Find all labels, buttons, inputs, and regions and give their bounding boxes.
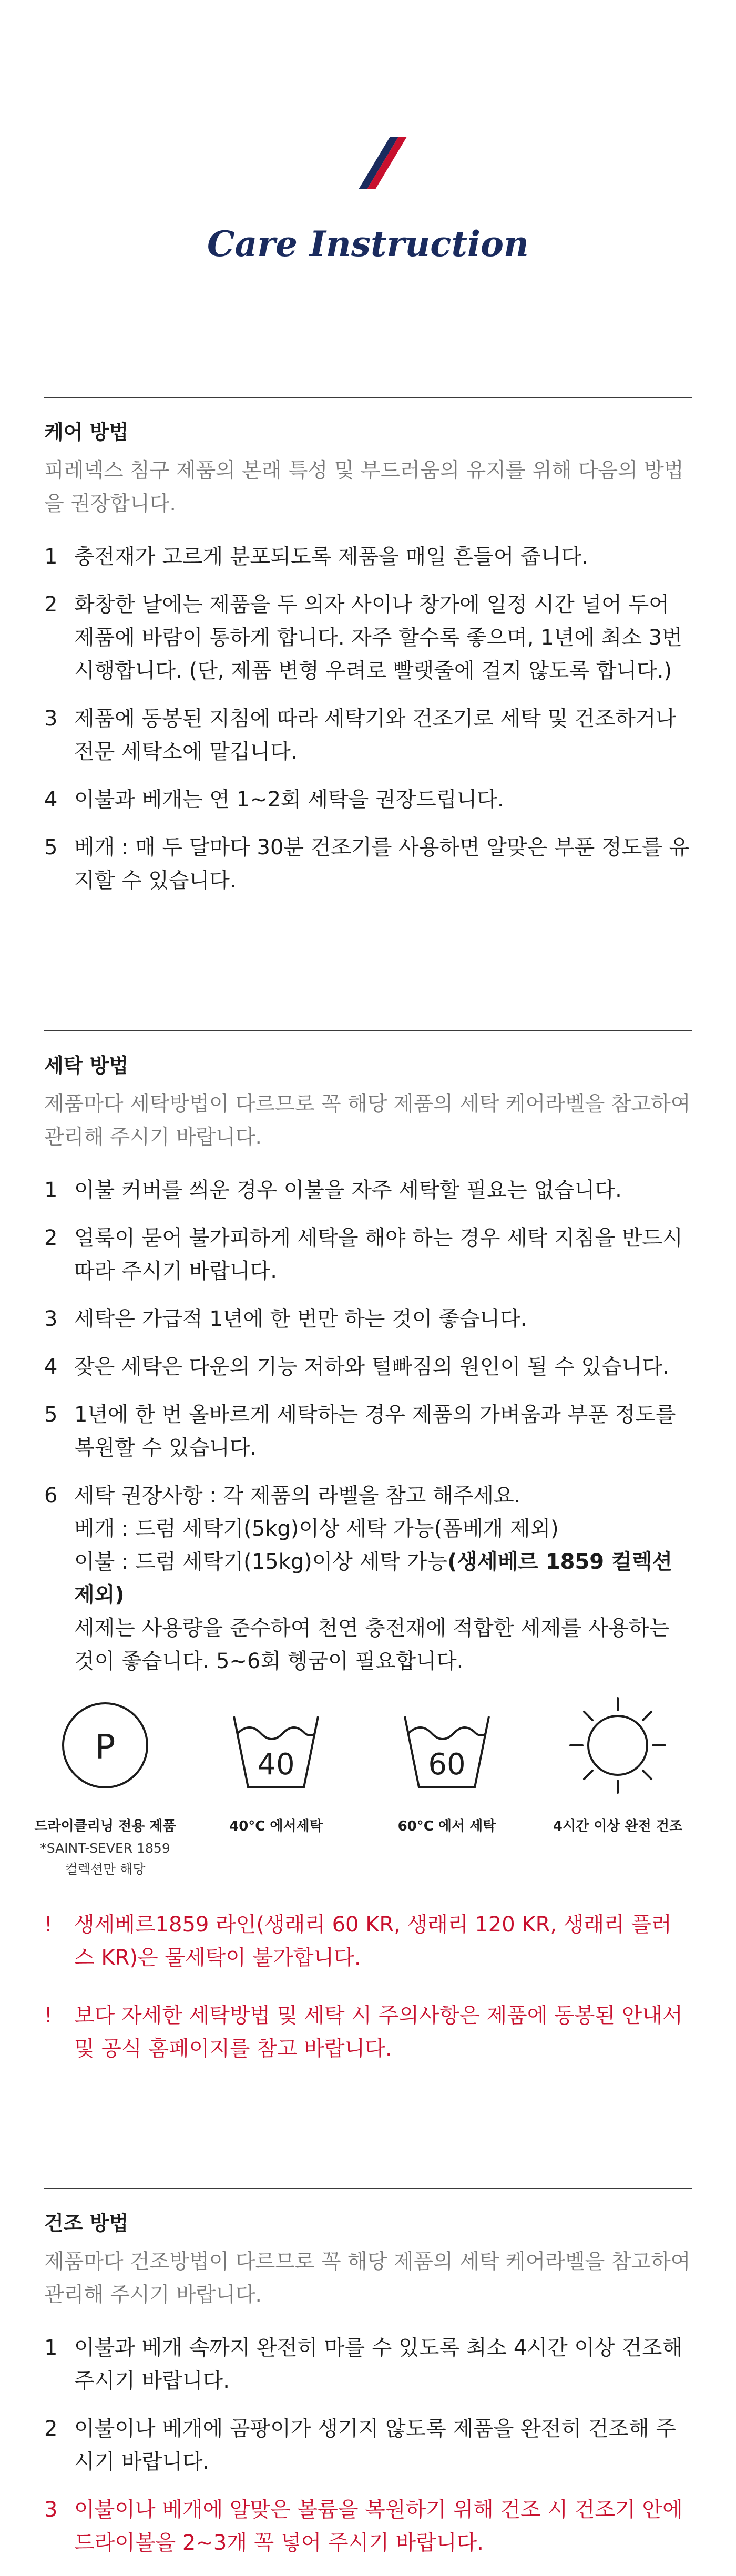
section-divider: [44, 2188, 692, 2189]
list-item: 2 화창한 날에는 제품을 두 의자 사이나 창가에 일정 시간 널어 두어 제품에 바람이 통하게 합니다. 자주 할수록 좋으며, 1년에 최소 3번 시행합니다. (단, 제품 변형 우려로 빨랫줄에 걸지 않도록 합니다.): [44, 592, 682, 683]
wash-40-icon: [226, 1695, 326, 1795]
dry-clean-p-icon: [55, 1695, 155, 1795]
list-item: 4 잦은 세탁은 다운의 기능 저하와 털빠짐의 원인이 될 수 있습니다.: [44, 1355, 669, 1379]
care-symbol: 4시간 이상 완전 건조: [539, 1695, 697, 1835]
list-item: 3 제품에 동봉된 지침에 따라 세탁기와 건조기로 세탁 및 건조하거나 전문 세탁소에 맡깁니다.: [44, 707, 676, 764]
care-symbol: P 드라이클리닝 전용 제품 *SAINT-SEVER 1859 컬렉션만 해당: [26, 1695, 184, 1880]
dry-section: [44, 2188, 692, 2574]
section-title: 세탁 방법: [44, 1054, 129, 1077]
list-item: 5 베개 : 매 두 달마다 30분 건조기를 사용하면 알맞은 부푼 정도를 유지할 수 있습니다.: [44, 835, 690, 893]
brand-stripes-logo: [0, 131, 736, 197]
list-item: 2 이불이나 베개에 곰팡이가 생기지 않도록 제품을 완전히 건조해 주시기 바랍니다.: [44, 2417, 676, 2474]
svg-text:40: 40: [257, 1747, 295, 1782]
care-symbols: [26, 1695, 710, 1916]
sun-dry-icon: [560, 1695, 676, 1795]
svg-text:60: 60: [428, 1747, 466, 1782]
wash-60-icon: [397, 1695, 497, 1795]
wash-list: [44, 1174, 692, 1678]
care-symbol: 60 60°C 에서 세탁: [368, 1695, 526, 1835]
care-section: [44, 397, 692, 912]
page-title: Care Instruction: [207, 223, 529, 264]
section-title: 건조 방법: [44, 2212, 129, 2235]
section-intro: 제품마다 세탁방법이 다르므로 꼭 해당 제품의 세탁 케어라벨을 참고하여 관리해 주시기 바랍니다.: [44, 1092, 691, 1149]
wash-section: [44, 1030, 692, 1693]
list-item: 6 세탁 권장사항 : 각 제품의 라벨을 참고 해주세요. 베개 : 드럼 세탁기(5kg)이상 세탁 가능(폼베개 제외) 이불 : 드럼 세탁기(15kg)이상 세탁 가능(생세베르 1859 컬렉션 제외) 세제는 사용량을 준수하여 천연 충전재에 적합한 세제를 사용하는 것이 좋습니다. 5~6회 헹굼이 필요합니다.: [44, 1484, 672, 1673]
section-intro: 제품마다 건조방법이 다르므로 꼭 해당 제품의 세탁 케어라벨을 참고하여 관리해 주시기 바랍니다.: [44, 2250, 691, 2307]
warning-note: ! 생세베르1859 라인(생래리 60 KR, 생래리 120 KR, 생래리 플러스 KR)은 물세탁이 불가합니다.: [44, 1913, 672, 1970]
list-item: 2 얼룩이 묻어 불가피하게 세탁을 해야 하는 경우 세탁 지침을 반드시 따라 주시기 바랍니다.: [44, 1226, 683, 1283]
list-item: 5 1년에 한 번 올바르게 세탁하는 경우 제품의 가벼움과 부푼 정도를 복원할 수 있습니다.: [44, 1403, 676, 1460]
svg-text:P: P: [95, 1728, 116, 1767]
section-intro: 피레넥스 침구 제품의 본래 특성 및 부드러움의 유지를 위해 다음의 방법을 권장합니다.: [44, 459, 684, 516]
section-divider: [44, 1030, 692, 1031]
care-list: [44, 540, 692, 897]
stripes-icon: [326, 131, 410, 195]
list-item: 4 이불과 베개는 연 1~2회 세탁을 권장드립니다.: [44, 788, 504, 812]
list-item: 1 충전재가 고르게 분포되도록 제품을 매일 흔들어 줍니다.: [44, 545, 588, 569]
warning-note: ! 보다 자세한 세탁방법 및 세탁 시 주의사항은 제품에 동봉된 안내서 및 공식 홈페이지를 참고 바랍니다.: [44, 2003, 683, 2061]
care-symbol: 40 40°C 에서세탁: [197, 1695, 355, 1835]
list-item: 3 세탁은 가급적 1년에 한 번만 하는 것이 좋습니다.: [44, 1307, 527, 1331]
list-item: 1 이불 커버를 씌운 경우 이불을 자주 세탁할 필요는 없습니다.: [44, 1178, 622, 1202]
list-item: 1 이불과 베개 속까지 완전히 마를 수 있도록 최소 4시간 이상 건조해 주시기 바랍니다.: [44, 2336, 683, 2393]
list-item: 3 이불이나 베개에 알맞은 볼륨을 복원하기 위해 건조 시 건조기 안에 드라이볼을 2~3개 꼭 넣어 주시기 바랍니다.: [44, 2498, 683, 2555]
section-title: 케어 방법: [44, 421, 129, 444]
section-divider: [44, 397, 692, 398]
dry-list: [44, 2332, 692, 2560]
